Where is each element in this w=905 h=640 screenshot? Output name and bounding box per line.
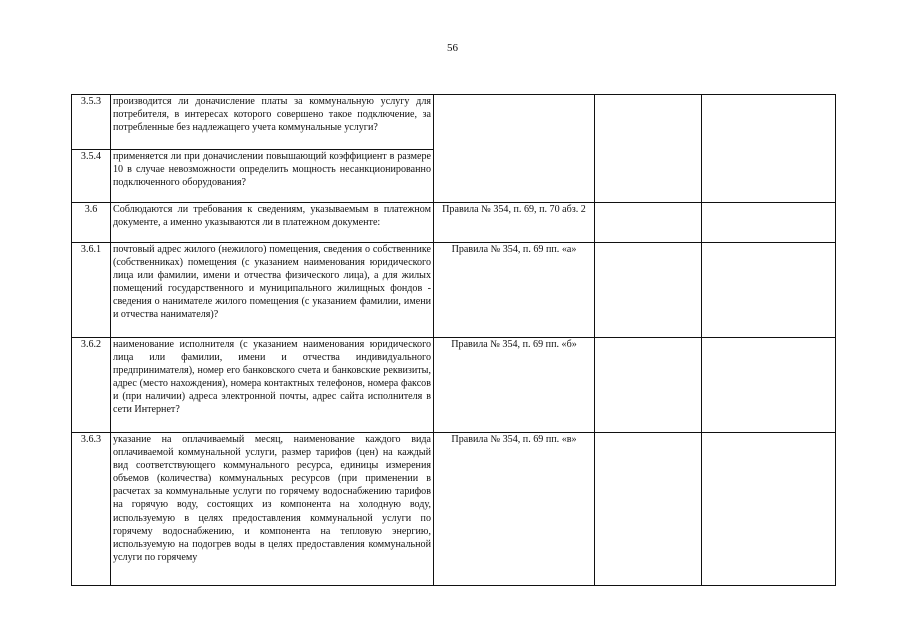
table-row — [72, 338, 836, 433]
row-question — [111, 433, 434, 586]
row-number: 3.6 — [72, 203, 111, 243]
table-row — [72, 243, 836, 338]
empty-cell — [702, 95, 836, 203]
empty-cell — [702, 243, 836, 338]
page-number: 56 — [447, 42, 458, 54]
table-row — [72, 95, 836, 150]
empty-cell — [702, 203, 836, 243]
empty-cell — [702, 433, 836, 586]
empty-cell — [595, 433, 702, 586]
checklist-table — [71, 94, 836, 586]
empty-cell — [595, 338, 702, 433]
row-question-text: указание на оплачиваемый месяц, наименование каждого вида оплачиваемой коммунальной услуги, размер тарифов (цен) на каждый вид соответствующего коммунального ресурса, единицы измерения объемов (количества) коммунальных ресурсов (при применении в расчетах за коммунальные услуги по горячему водоснабжению тарифов на горячую воду, состоящих из компонента на холодную воду, используемую в целях предоставления коммунальной услуги по горячему водоснабжению, и компонента на тепловую энергию, используемую на подогрев воды в целях предоставления коммунальной услуги по горячему — [113, 434, 431, 563]
row-question: применяется ли при доначислении повышающий коэффициент в размере 10 в случае невозможности определить мощность несанкционированно подключенного оборудования? — [111, 150, 434, 203]
row-question: производится ли доначисление платы за коммунальную услугу для потребителя, в интересах которого совершено такое подключение, за потребленные без надлежащего учета коммунальные услуги? — [111, 95, 434, 150]
row-reference: Правила № 354, п. 69 пп. «б» — [434, 338, 595, 433]
row-reference: Правила № 354, п. 69 пп. «в» — [434, 433, 595, 586]
table-row — [72, 203, 836, 243]
table-row — [72, 433, 836, 586]
row-number: 3.5.4 — [72, 150, 111, 203]
row-question: Соблюдаются ли требования к сведениям, указываемым в платежном документе, а именно указываются ли в платежном документе: — [111, 203, 434, 243]
empty-cell — [595, 203, 702, 243]
row-question: почтовый адрес жилого (нежилого) помещения, сведения о собственнике (собственниках) помещения (с указанием наименования юридического лица или фамилии, имени и отчества физического лица), а для жилых помещений государственного и муниципального жилищных фондов - сведения о нанимателе жилого помещения (с указанием фамилии, имени и отчества нанимателя)? — [111, 243, 434, 338]
row-number: 3.6.2 — [72, 338, 111, 433]
empty-cell — [595, 95, 702, 203]
row-reference: Правила № 354, п. 69 пп. «а» — [434, 243, 595, 338]
row-reference: Правила № 354, п. 69, п. 70 абз. 2 — [434, 203, 595, 243]
row-number: 3.5.3 — [72, 95, 111, 150]
row-reference — [434, 95, 595, 203]
row-question: наименование исполнителя (с указанием наименования юридического лица или фамилии, имени и отчества индивидуального предпринимателя), номер его банковского счета и банковские реквизиты, адрес (место нахождения), номера контактных телефонов, номера факсов и (при наличии) адреса электронной почты, адрес сайта исполнителя в сети Интернет? — [111, 338, 434, 433]
empty-cell — [595, 243, 702, 338]
empty-cell — [702, 338, 836, 433]
row-number: 3.6.1 — [72, 243, 111, 338]
row-number: 3.6.3 — [72, 433, 111, 586]
